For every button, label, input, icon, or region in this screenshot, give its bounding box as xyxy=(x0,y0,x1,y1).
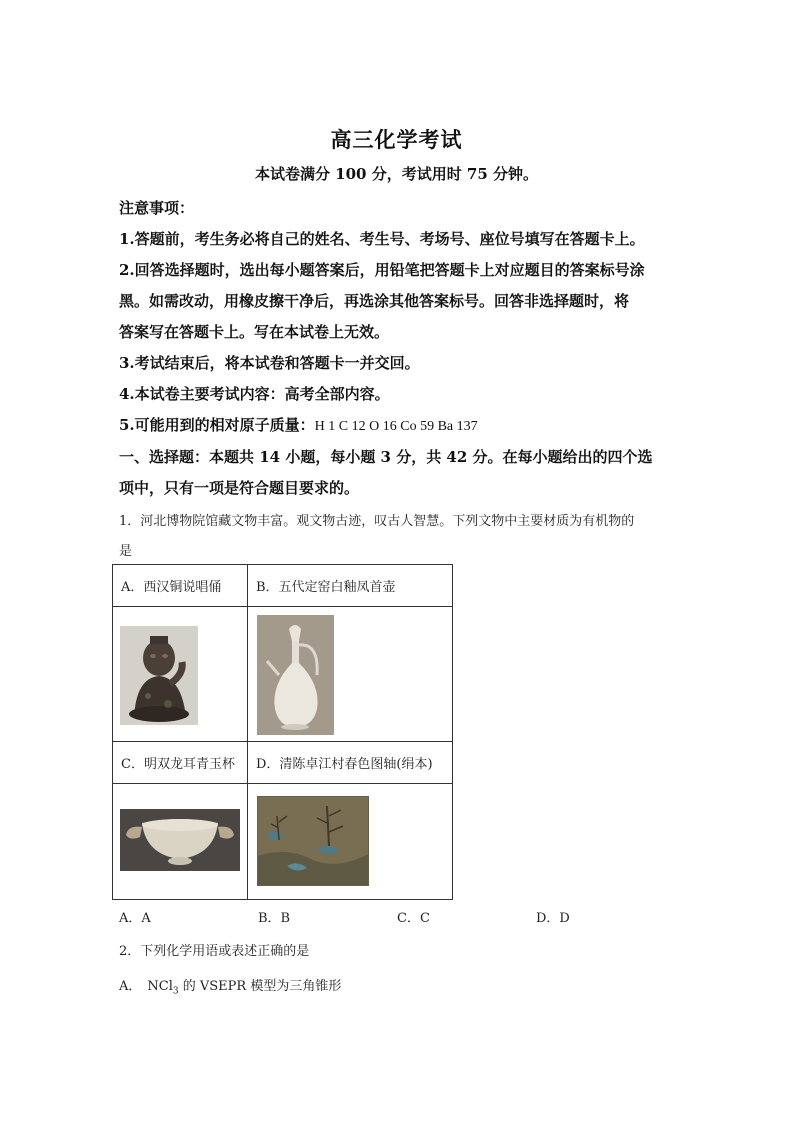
page-subtitle: 本试卷满分 100 分，考试用时 75 分钟。 xyxy=(254,165,539,183)
section-1-line-1: 一、选择题：本题共 14 小题，每小题 3 分，共 42 分。在每小题给出的四个选 xyxy=(119,448,653,466)
bronze-figurine-image xyxy=(120,626,198,725)
question-1-stem: 1．河北博物院馆藏文物丰富。观文物古迹，叹古人智慧。下列文物中主要材质为有机物的 xyxy=(119,514,635,529)
formula-base: NCl xyxy=(147,979,173,994)
notice-item-1: 1.答题前，考生务必将自己的姓名、考生号、考场号、座位号填写在答题卡上。 xyxy=(119,230,645,248)
question-1-answer-b: B．B xyxy=(258,911,291,926)
section-1-line-2: 项中，只有一项是符合题目要求的。 xyxy=(119,479,360,497)
question-1-answer-d: D．D xyxy=(536,911,570,926)
option-d-label: D．清陈卓江村春色图轴(绢本) xyxy=(248,742,453,784)
atomic-mass-label: 5.可能用到的相对原子质量： xyxy=(119,416,315,434)
notice-item-2-cont: 黑。如需改动，用橡皮擦干净后，再选涂其他答案标号。回答非选择题时，将 xyxy=(119,292,630,310)
question-2-option-a-prefix: A． xyxy=(119,979,142,994)
question-1-options-table xyxy=(112,564,453,900)
option-a-label: A．西汉铜说唱俑 xyxy=(113,565,248,607)
question-2-stem: 2．下列化学用语或表述正确的是 xyxy=(119,944,310,959)
notice-item-4: 4.本试卷主要考试内容：高考全部内容。 xyxy=(119,385,390,403)
jade-cup-image xyxy=(120,809,240,871)
formula-subscript: 3 xyxy=(172,986,179,997)
question-1-answer-c: C．C xyxy=(397,911,430,926)
option-b-label: B．五代定窑白釉凤首壶 xyxy=(248,565,453,607)
option-d-image-cell xyxy=(248,784,453,900)
notice-item-2: 2.回答选择题时，选出每小题答案后，用铅笔把答题卡上对应题目的答案标号涂 xyxy=(119,261,645,279)
question-1-stem-end: 是 xyxy=(119,544,133,559)
notice-item-3: 3.考试结束后，将本试卷和答题卡一并交回。 xyxy=(119,354,420,372)
page-title: 高三化学考试 xyxy=(330,127,463,152)
atomic-mass-values: H 1 C 12 O 16 Co 59 Ba 137 xyxy=(314,419,478,434)
question-1-answer-a: A．A xyxy=(119,911,151,926)
silk-painting-image xyxy=(257,796,369,886)
option-b-image-cell xyxy=(248,607,453,742)
notice-item-2-end: 答案写在答题卡上。写在本试卷上无效。 xyxy=(119,323,390,341)
white-glazed-ewer-image xyxy=(257,615,334,735)
question-2-option-a-text: 的 VSEPR 模型为三角锥形 xyxy=(178,979,342,994)
question-2-option-a xyxy=(119,975,341,997)
notice-item-5 xyxy=(119,414,478,435)
option-c-image-cell xyxy=(113,784,248,900)
notice-heading: 注意事项： xyxy=(119,199,195,217)
option-a-image-cell xyxy=(113,607,248,742)
option-c-label: C．明双龙耳青玉杯 xyxy=(113,742,248,784)
